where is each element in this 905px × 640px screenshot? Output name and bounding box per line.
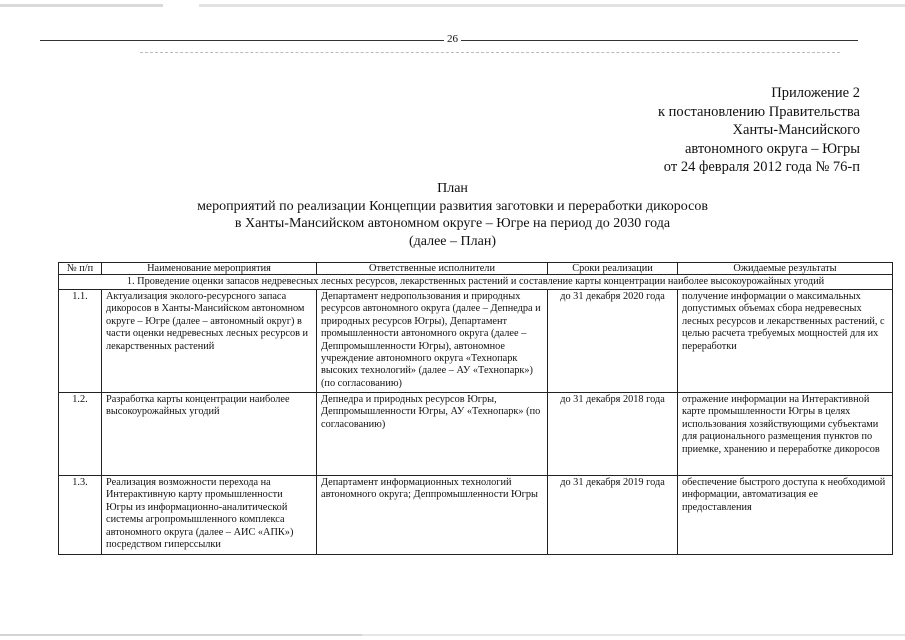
scan-edge-top xyxy=(0,4,905,7)
row-result: отражение информации на Интерактивной карте промышленности Югры в целях использования хозяйствующими субъектами для рационального размещения пунктов по приемке, хранению и переработке дикоросов xyxy=(678,393,893,476)
section-title: 1. Проведение оценки запасов недревесных лесных ресурсов, лекарственных растений и составление карты концентрации наиболее высокоурожайных угодий xyxy=(59,275,893,290)
appendix-line: к постановлению Правительства xyxy=(658,103,860,120)
scan-edge-bottom xyxy=(0,634,905,636)
row-name: Разработка карты концентрации наиболее высокоурожайных угодий xyxy=(102,393,317,476)
row-num: 1.2. xyxy=(59,393,102,476)
row-name: Реализация возможности перехода на Интерактивную карту промышленности Югры из информационно-аналитической системы агропромышленного комплекса автономного округа (далее – АИС «АПК») посредством гиперссылки xyxy=(102,476,317,555)
row-executors: Депнедра и природных ресурсов Югры, Деппромышленности Югры, АУ «Технопарк» (по согласованию) xyxy=(317,393,548,476)
row-executors: Департамент недропользования и природных ресурсов автономного округа (далее – Депнедра и природных ресурсов Югры), Департамент промышленности автономного округа (далее – Деппромышленности Югры), автономное учреждение автономного округа «Технопарк высоких технологий» (далее – АУ «Технопарк») (по согласованию) xyxy=(317,290,548,393)
table-header-row xyxy=(59,263,893,275)
header-result: Ожидаемые результаты xyxy=(678,263,893,275)
appendix-line: автономного округа – Югры xyxy=(684,140,860,157)
row-num: 1.3. xyxy=(59,476,102,555)
appendix-line: от 24 февраля 2012 года № 76-п xyxy=(663,159,860,175)
appendix-line: Ханты-Мансийского xyxy=(732,122,860,138)
row-executors: Департамент информационных технологий автономного округа; Деппромышленности Югры xyxy=(317,476,548,555)
row-name: Актуализация эколого-ресурсного запаса дикоросов в Ханты-Мансийском автономном округе – Югре (далее – автономный округ) в части оценки недревесных лесных ресурсов и лекарственных растений xyxy=(102,290,317,393)
document-title xyxy=(0,180,905,250)
row-deadline: до 31 декабря 2018 года xyxy=(548,393,678,476)
title-line: в Ханты-Мансийском автономном округе – Югре на период до 2030 года xyxy=(234,216,671,231)
header-num: № п/п xyxy=(59,263,102,275)
title-line: План xyxy=(437,181,468,196)
header-deadline: Сроки реализации xyxy=(548,263,678,275)
header-executors: Ответственные исполнители xyxy=(317,263,548,275)
page-number: 26 xyxy=(0,33,905,45)
row-deadline: до 31 декабря 2020 года xyxy=(548,290,678,393)
row-deadline: до 31 декабря 2019 года xyxy=(548,476,678,555)
table-row xyxy=(59,476,893,555)
appendix-line: Приложение 2 xyxy=(771,85,860,101)
title-line: (далее – План) xyxy=(408,233,496,249)
header-name: Наименование мероприятия xyxy=(102,263,317,275)
appendix-reference xyxy=(658,84,860,177)
row-num: 1.1. xyxy=(59,290,102,393)
header-rule-faint xyxy=(140,52,840,53)
row-result: получение информации о максимальных допустимых объемах сбора недревесных лесных ресурсов и лекарственных растений, с целью расчета требуемых мощностей для их переработки xyxy=(678,290,893,393)
table-row xyxy=(59,290,893,393)
table-row xyxy=(59,393,893,476)
plan-table xyxy=(58,262,893,555)
title-line: мероприятий по реализации Концепции развития заготовки и переработки дикоросов xyxy=(197,198,708,214)
row-result: обеспечение быстрого доступа к необходимой информации, автоматизация ее предоставления xyxy=(678,476,893,555)
section-row xyxy=(59,275,893,290)
